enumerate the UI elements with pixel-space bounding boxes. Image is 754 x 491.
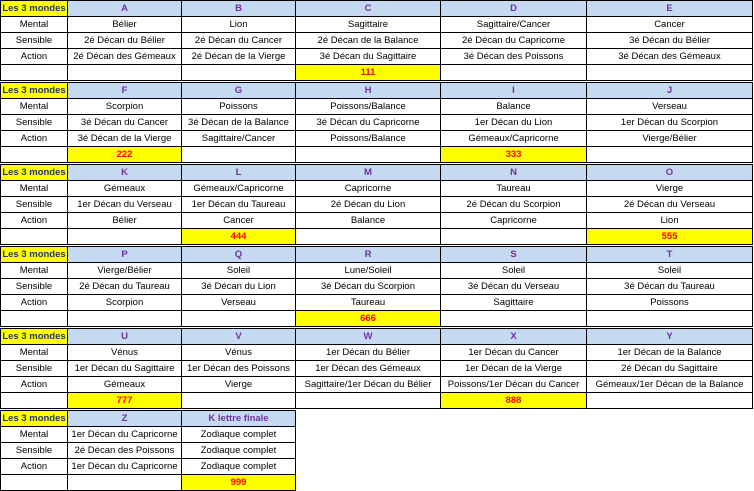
cell-sensible[interactable]: Zodiaque complet — [182, 443, 296, 459]
cell-action[interactable]: Cancer — [182, 213, 296, 229]
cell-action[interactable]: 3é Décan des Gémeaux — [587, 49, 753, 65]
letter-header[interactable]: C — [296, 1, 441, 17]
cell-action[interactable]: 2é Décan des Gémeaux — [68, 49, 182, 65]
letter-header[interactable]: G — [182, 83, 296, 99]
cell-sensible[interactable]: 2é Décan du Bélier — [68, 33, 182, 49]
cell-action[interactable]: Capricorne — [441, 213, 587, 229]
block-table — [0, 328, 753, 409]
cell-sensible[interactable]: 1er Décan de la Vierge — [441, 361, 587, 377]
block-table — [0, 410, 296, 491]
letter-header[interactable]: F — [68, 83, 182, 99]
number-cell[interactable]: 222 — [68, 147, 182, 163]
cell-sensible[interactable]: 3é Décan du Taureau — [587, 279, 753, 295]
blank-cell[interactable] — [182, 311, 296, 327]
cell-mental[interactable]: Taureau — [441, 181, 587, 197]
letter-header[interactable]: X — [441, 329, 587, 345]
letter-header[interactable]: Y — [587, 329, 753, 345]
letter-header[interactable]: E — [587, 1, 753, 17]
cell-sensible[interactable]: 2é Décan de la Balance — [296, 33, 441, 49]
blank-cell[interactable] — [68, 311, 182, 327]
corner-label[interactable]: Les 3 mondes — [1, 411, 68, 427]
table-row — [1, 197, 753, 213]
blank-cell[interactable] — [296, 229, 441, 245]
cell-action[interactable]: Sagittaire/Cancer — [182, 131, 296, 147]
cell-action[interactable]: Bélier — [68, 213, 182, 229]
cell-mental[interactable]: Lion — [182, 17, 296, 33]
table-row — [1, 229, 753, 245]
letter-header[interactable]: U — [68, 329, 182, 345]
cell-action[interactable]: 3é Décan du Sagittaire — [296, 49, 441, 65]
number-cell[interactable]: 888 — [441, 393, 587, 409]
letter-header[interactable]: W — [296, 329, 441, 345]
number-cell[interactable]: 999 — [182, 475, 296, 491]
cell-mental[interactable]: Zodiaque complet — [182, 427, 296, 443]
cell-mental[interactable]: Bélier — [68, 17, 182, 33]
table-row — [1, 345, 753, 361]
letter-header[interactable]: A — [68, 1, 182, 17]
table-row — [1, 377, 753, 393]
letter-header[interactable]: O — [587, 165, 753, 181]
number-cell[interactable]: 444 — [182, 229, 296, 245]
cell-mental[interactable]: Capricorne — [296, 181, 441, 197]
cell-action[interactable]: Gémeaux — [68, 377, 182, 393]
row-label-mental[interactable]: Mental — [1, 181, 68, 197]
letter-header[interactable]: M — [296, 165, 441, 181]
table-row — [1, 393, 753, 409]
cell-action[interactable]: Lion — [587, 213, 753, 229]
blank-cell[interactable] — [1, 229, 68, 245]
block-table — [0, 82, 753, 163]
row-label-action[interactable]: Action — [1, 459, 68, 475]
blank-cell[interactable] — [68, 65, 182, 81]
cell-sensible[interactable]: 3é Décan du Bélier — [587, 33, 753, 49]
blank-cell[interactable] — [441, 65, 587, 81]
letter-header[interactable]: T — [587, 247, 753, 263]
cell-sensible[interactable]: 1er Décan du Lion — [441, 115, 587, 131]
cell-action[interactable]: Verseau — [182, 295, 296, 311]
letter-header[interactable]: J — [587, 83, 753, 99]
row-label-action[interactable]: Action — [1, 213, 68, 229]
table-row — [1, 1, 753, 17]
letter-header[interactable]: H — [296, 83, 441, 99]
letter-header[interactable]: P — [68, 247, 182, 263]
cell-action[interactable]: 1er Décan du Capricorne — [68, 459, 182, 475]
table-row — [1, 33, 753, 49]
cell-sensible[interactable]: 1er Décan du Scorpion — [587, 115, 753, 131]
cell-mental[interactable]: Sagittaire — [296, 17, 441, 33]
row-label-sensible[interactable]: Sensible — [1, 361, 68, 377]
letter-header[interactable]: N — [441, 165, 587, 181]
letter-header[interactable]: Q — [182, 247, 296, 263]
letter-header[interactable]: R — [296, 247, 441, 263]
blank-cell[interactable] — [296, 393, 441, 409]
cell-mental[interactable]: Soleil — [182, 263, 296, 279]
table-row — [1, 83, 753, 99]
blank-cell[interactable] — [587, 393, 753, 409]
blank-cell[interactable] — [182, 65, 296, 81]
cell-mental[interactable]: Soleil — [441, 263, 587, 279]
number-cell[interactable]: 555 — [587, 229, 753, 245]
cell-sensible[interactable]: 2é Décan du Lion — [296, 197, 441, 213]
blank-cell[interactable] — [1, 393, 68, 409]
table-row — [1, 49, 753, 65]
table-row — [1, 17, 753, 33]
table-row — [1, 295, 753, 311]
block-table — [0, 246, 753, 327]
table-row — [1, 459, 296, 475]
cell-sensible[interactable]: 1er Décan du Sagittaire — [68, 361, 182, 377]
blank-cell[interactable] — [1, 475, 68, 491]
table-row — [1, 131, 753, 147]
table-row — [1, 115, 753, 131]
number-cell[interactable]: 777 — [68, 393, 182, 409]
letter-header[interactable]: B — [182, 1, 296, 17]
cell-mental[interactable]: Poissons — [182, 99, 296, 115]
cell-mental[interactable]: Scorpion — [68, 99, 182, 115]
letter-header[interactable]: D — [441, 1, 587, 17]
block-table — [0, 164, 753, 245]
cell-sensible[interactable]: 2é Décan du Scorpion — [441, 197, 587, 213]
cell-action[interactable]: Poissons/1er Décan du Cancer — [441, 377, 587, 393]
cell-mental[interactable]: Vénus — [182, 345, 296, 361]
table-row — [1, 361, 753, 377]
cell-action[interactable]: 2é Décan de la Vierge — [182, 49, 296, 65]
table-row — [1, 411, 296, 427]
cell-sensible[interactable]: 2é Décan du Capricorne — [441, 33, 587, 49]
cell-sensible[interactable]: 1er Décan du Verseau — [68, 197, 182, 213]
cell-sensible[interactable]: 3é Décan de la Balance — [182, 115, 296, 131]
row-label-action[interactable]: Action — [1, 377, 68, 393]
row-label-action[interactable]: Action — [1, 131, 68, 147]
cell-action[interactable]: Gémeaux/Capricorne — [441, 131, 587, 147]
letter-header[interactable]: V — [182, 329, 296, 345]
row-label-sensible[interactable]: Sensible — [1, 443, 68, 459]
cell-sensible[interactable]: 1er Décan des Poissons — [182, 361, 296, 377]
row-label-sensible[interactable]: Sensible — [1, 33, 68, 49]
cell-action[interactable]: 3é Décan des Poissons — [441, 49, 587, 65]
corner-label[interactable]: Les 3 mondes — [1, 329, 68, 345]
blank-cell[interactable] — [587, 311, 753, 327]
cell-sensible[interactable]: 1er Décan des Gémeaux — [296, 361, 441, 377]
table-row — [1, 443, 296, 459]
cell-sensible[interactable]: 2é Décan du Taureau — [68, 279, 182, 295]
cell-sensible[interactable]: 2é Décan du Cancer — [182, 33, 296, 49]
cell-mental[interactable]: Sagittaire/Cancer — [441, 17, 587, 33]
table-row — [1, 213, 753, 229]
cell-action[interactable]: Vierge — [182, 377, 296, 393]
cell-action[interactable]: Sagittaire — [441, 295, 587, 311]
cell-action[interactable]: Balance — [296, 213, 441, 229]
row-label-mental[interactable]: Mental — [1, 17, 68, 33]
cell-sensible[interactable]: 3é Décan du Capricorne — [296, 115, 441, 131]
letter-header[interactable]: K lettre finale — [182, 411, 296, 427]
row-label-mental[interactable]: Mental — [1, 345, 68, 361]
corner-label[interactable]: Les 3 mondes — [1, 165, 68, 181]
blank-cell[interactable] — [441, 229, 587, 245]
row-label-action[interactable]: Action — [1, 295, 68, 311]
cell-action[interactable]: Poissons/Balance — [296, 131, 441, 147]
cell-mental[interactable]: Vénus — [68, 345, 182, 361]
blank-cell[interactable] — [1, 65, 68, 81]
cell-action[interactable]: 3é Décan de la Vierge — [68, 131, 182, 147]
table-row — [1, 475, 296, 491]
cell-action[interactable]: Scorpion — [68, 295, 182, 311]
cell-sensible[interactable]: 2é Décan du Sagittaire — [587, 361, 753, 377]
row-label-action[interactable]: Action — [1, 49, 68, 65]
cell-sensible[interactable]: 3é Décan du Verseau — [441, 279, 587, 295]
cell-mental[interactable]: Balance — [441, 99, 587, 115]
blank-cell[interactable] — [587, 65, 753, 81]
cell-action[interactable]: Poissons — [587, 295, 753, 311]
block-table — [0, 0, 753, 81]
blank-cell[interactable] — [182, 147, 296, 163]
cell-mental[interactable]: Gémeaux — [68, 181, 182, 197]
row-label-sensible[interactable]: Sensible — [1, 115, 68, 131]
number-cell[interactable]: 666 — [296, 311, 441, 327]
cell-mental[interactable]: Vierge — [587, 181, 753, 197]
cell-action[interactable]: Sagittaire/1er Décan du Bélier — [296, 377, 441, 393]
cell-mental[interactable]: 1er Décan du Bélier — [296, 345, 441, 361]
table-row — [1, 279, 753, 295]
cell-mental[interactable]: Verseau — [587, 99, 753, 115]
table-row — [1, 311, 753, 327]
letter-header[interactable]: K — [68, 165, 182, 181]
corner-label[interactable]: Les 3 mondes — [1, 1, 68, 17]
cell-sensible[interactable]: 2é Décan des Poissons — [68, 443, 182, 459]
table-row — [1, 65, 753, 81]
cell-mental[interactable]: Poissons/Balance — [296, 99, 441, 115]
table-row — [1, 263, 753, 279]
corner-label[interactable]: Les 3 mondes — [1, 83, 68, 99]
cell-mental[interactable]: 1er Décan de la Balance — [587, 345, 753, 361]
letter-header[interactable]: Z — [68, 411, 182, 427]
blank-cell[interactable] — [182, 393, 296, 409]
row-label-mental[interactable]: Mental — [1, 99, 68, 115]
cell-mental[interactable]: Soleil — [587, 263, 753, 279]
table-row — [1, 165, 753, 181]
row-label-mental[interactable]: Mental — [1, 263, 68, 279]
cell-sensible[interactable]: 1er Décan du Taureau — [182, 197, 296, 213]
number-cell[interactable]: 333 — [441, 147, 587, 163]
cell-action[interactable]: Taureau — [296, 295, 441, 311]
letter-header[interactable]: S — [441, 247, 587, 263]
blank-cell[interactable] — [296, 147, 441, 163]
letter-header[interactable]: L — [182, 165, 296, 181]
cell-mental[interactable]: 1er Décan du Capricorne — [68, 427, 182, 443]
cell-action[interactable]: Vierge/Bélier — [587, 131, 753, 147]
table-row — [1, 181, 753, 197]
table-row — [1, 147, 753, 163]
cell-sensible[interactable]: 3é Décan du Cancer — [68, 115, 182, 131]
blank-cell[interactable] — [68, 475, 182, 491]
number-cell[interactable]: 111 — [296, 65, 441, 81]
blank-cell[interactable] — [68, 229, 182, 245]
table-row — [1, 99, 753, 115]
row-label-sensible[interactable]: Sensible — [1, 197, 68, 213]
cell-action[interactable]: Zodiaque complet — [182, 459, 296, 475]
row-label-sensible[interactable]: Sensible — [1, 279, 68, 295]
cell-sensible[interactable]: 3é Décan du Scorpion — [296, 279, 441, 295]
cell-mental[interactable]: 1er Décan du Cancer — [441, 345, 587, 361]
table-row — [1, 329, 753, 345]
cell-mental[interactable]: Cancer — [587, 17, 753, 33]
cell-action[interactable]: Gémeaux/1er Décan de la Balance — [587, 377, 753, 393]
corner-label[interactable]: Les 3 mondes — [1, 247, 68, 263]
blank-cell[interactable] — [587, 147, 753, 163]
blank-cell[interactable] — [1, 147, 68, 163]
cell-sensible[interactable]: 3é Décan du Lion — [182, 279, 296, 295]
cell-mental[interactable]: Lune/Soleil — [296, 263, 441, 279]
blank-cell[interactable] — [1, 311, 68, 327]
row-label-mental[interactable]: Mental — [1, 427, 68, 443]
cell-mental[interactable]: Gémeaux/Capricorne — [182, 181, 296, 197]
table-row — [1, 247, 753, 263]
cell-sensible[interactable]: 2é Décan du Verseau — [587, 197, 753, 213]
cell-mental[interactable]: Vierge/Bélier — [68, 263, 182, 279]
blank-cell[interactable] — [441, 311, 587, 327]
letter-header[interactable]: I — [441, 83, 587, 99]
table-row — [1, 427, 296, 443]
